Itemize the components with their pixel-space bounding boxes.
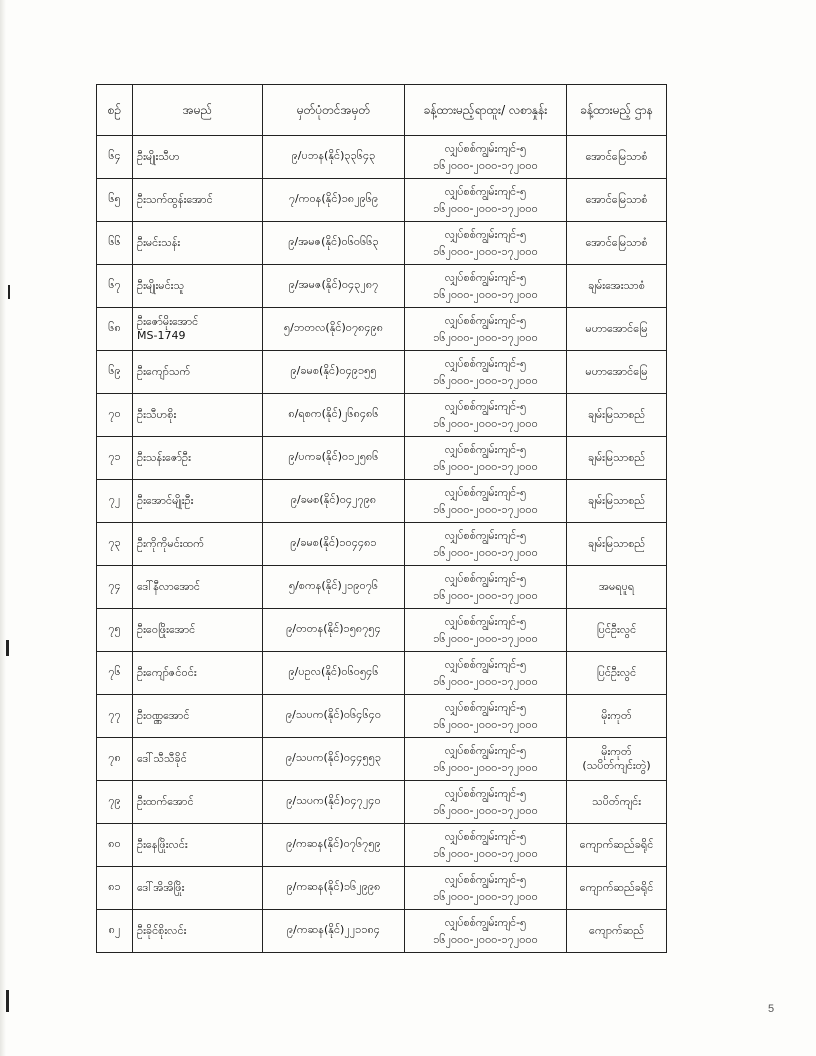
- row-number: ၇၄: [97, 566, 133, 609]
- table-row: [97, 781, 667, 824]
- row-name-code: MS-1749: [137, 329, 186, 342]
- row-department-cell: [567, 652, 667, 695]
- row-position-salary-cell: [405, 222, 567, 265]
- scan-speck: [8, 285, 10, 299]
- row-salary-scale: ၁၆၂၀၀၀-၂၀၀၀-၁၇၂၀၀၀: [433, 202, 538, 215]
- row-salary-scale: ၁၆၂၀၀၀-၂၀၀၀-၁၇၂၀၀၀: [433, 804, 538, 817]
- row-salary-scale: ၁၆၂၀၀၀-၂၀၀၀-၁၇၂၀၀၀: [433, 675, 538, 688]
- row-salary-scale: ၁၆၂၀၀၀-၂၀၀၀-၁၇၂၀၀၀: [433, 718, 538, 731]
- row-position-salary-cell: [405, 394, 567, 437]
- table-row: [97, 308, 667, 351]
- row-department-cell: [567, 695, 667, 738]
- row-department-cell: [567, 910, 667, 953]
- row-name-cell: [133, 437, 263, 480]
- row-department-cell: [567, 136, 667, 179]
- staff-assignment-table: [96, 84, 667, 953]
- table-row: [97, 179, 667, 222]
- row-department: ကျောက်ဆည်ခရိုင်: [579, 880, 654, 894]
- row-name-cell: [133, 867, 263, 910]
- row-name: ဦးသန်းဇော်ဦး: [137, 450, 191, 464]
- row-department-cell: [567, 265, 667, 308]
- row-name: ဦးကျော်ဇင်ဝင်း: [137, 665, 197, 679]
- row-position-salary-cell: [405, 351, 567, 394]
- row-position: လျှပ်စစ်ကျွမ်းကျင်-၅: [444, 786, 527, 800]
- row-name-cell: [133, 308, 263, 351]
- row-position: လျှပ်စစ်ကျွမ်းကျင်-၅: [444, 657, 527, 671]
- table-row: [97, 652, 667, 695]
- row-number: ၇၈: [97, 738, 133, 781]
- row-name-cell: [133, 523, 263, 566]
- row-number: ၆၅: [97, 179, 133, 222]
- row-name-cell: [133, 652, 263, 695]
- row-name: ဒေါ်သီသီခိုင်: [137, 751, 187, 765]
- row-name: ဦးအောင်မျိုးဦး: [137, 493, 194, 507]
- row-department-cell: [567, 179, 667, 222]
- row-name-cell: [133, 609, 263, 652]
- table-row: [97, 222, 667, 265]
- table-row: [97, 910, 667, 953]
- row-number: ၆၈: [97, 308, 133, 351]
- page-number: 5: [768, 1003, 775, 1015]
- row-position: လျှပ်စစ်ကျွမ်းကျင်-၅: [444, 829, 527, 843]
- row-department: ချမ်းမြသာစည်: [587, 493, 646, 507]
- table-header-row: [97, 85, 667, 136]
- header-name: အမည်: [133, 85, 263, 136]
- row-position: လျှပ်စစ်ကျွမ်းကျင်-၅: [444, 227, 527, 241]
- row-department-cell: [567, 867, 667, 910]
- row-position-salary-cell: [405, 265, 567, 308]
- row-department: အောင်မြေသာစံ: [585, 192, 648, 206]
- row-position-salary-cell: [405, 781, 567, 824]
- row-salary-scale: ၁၆၂၀၀၀-၂၀၀၀-၁၇၂၀၀၀: [433, 245, 538, 258]
- row-registration: ၅/စကန(နိုင်)၂၁၉၀၇၆: [263, 566, 405, 609]
- row-department: ချမ်းအေးသာစံ: [588, 278, 645, 292]
- row-salary-scale: ၁၆၂၀၀၀-၂၀၀၀-၁၇၂၀၀၀: [433, 933, 538, 946]
- table-row: [97, 351, 667, 394]
- table-row: [97, 609, 667, 652]
- row-name-cell: [133, 910, 263, 953]
- row-position-salary-cell: [405, 695, 567, 738]
- row-number: ၆၄: [97, 136, 133, 179]
- row-name: ဦးမျိုးမင်းသူ: [137, 278, 185, 292]
- row-position-salary-cell: [405, 308, 567, 351]
- table-row: [97, 566, 667, 609]
- row-department-cell: [567, 308, 667, 351]
- row-position-salary-cell: [405, 738, 567, 781]
- header-position-salary: ခန့်ထားမည့်ရာထူး/ လစာနှုန်း: [405, 85, 567, 136]
- row-number: ၇၆: [97, 652, 133, 695]
- row-position: လျှပ်စစ်ကျွမ်းကျင်-၅: [444, 872, 527, 886]
- row-registration: ၉/ကဆန(နိုင်)၂၂၁၁၈၄: [263, 910, 405, 953]
- row-salary-scale: ၁၆၂၀၀၀-၂၀၀၀-၁၇၂၀၀၀: [433, 374, 538, 387]
- row-name: ဒေါ်နီလာအောင်: [137, 579, 201, 593]
- row-position-salary-cell: [405, 652, 567, 695]
- row-position-salary-cell: [405, 609, 567, 652]
- row-number: ၈၁: [97, 867, 133, 910]
- table-row: [97, 695, 667, 738]
- row-salary-scale: ၁၆၂၀၀၀-၂၀၀၀-၁၇၂၀၀၀: [433, 589, 538, 602]
- row-position-salary-cell: [405, 910, 567, 953]
- row-registration: ၉/ပဥလ(နိုင်)၀၆၀၅၄၆: [263, 652, 405, 695]
- table-row: [97, 480, 667, 523]
- row-position: လျှပ်စစ်ကျွမ်းကျင်-၅: [444, 356, 527, 370]
- row-department: အောင်မြေသာစံ: [585, 235, 648, 249]
- row-registration: ၉/ကဆန(နိုင်)၁၆၂၉၉၈: [263, 867, 405, 910]
- row-salary-scale: ၁၆၂၀၀၀-၂၀၀၀-၁၇၂၀၀၀: [433, 460, 538, 473]
- row-salary-scale: ၁၆၂၀၀၀-၂၀၀၀-၁၇၂၀၀၀: [433, 417, 538, 430]
- row-name-cell: [133, 394, 263, 437]
- row-department: အောင်မြေသာစံ: [585, 149, 648, 163]
- row-name: ဦးထက်အောင်: [137, 794, 194, 808]
- row-position: လျှပ်စစ်ကျွမ်းကျင်-၅: [444, 614, 527, 628]
- table-row: [97, 738, 667, 781]
- row-position: လျှပ်စစ်ကျွမ်းကျင်-၅: [444, 442, 527, 456]
- row-name: ဒေါ်အိအိဖြိုး: [137, 880, 185, 894]
- row-position: လျှပ်စစ်ကျွမ်းကျင်-၅: [444, 700, 527, 714]
- row-department-cell: [567, 394, 667, 437]
- row-department-cell: [567, 480, 667, 523]
- row-name-cell: [133, 222, 263, 265]
- row-registration: ၉/သပက(နိုင်)၀၄၄၅၅၃: [263, 738, 405, 781]
- row-position-salary-cell: [405, 437, 567, 480]
- row-salary-scale: ၁၆၂၀၀၀-၂၀၀၀-၁၇၂၀၀၀: [433, 159, 538, 172]
- row-department: ပြင်ဦးလွင်: [596, 665, 637, 679]
- row-salary-scale: ၁၆၂၀၀၀-၂၀၀၀-၁၇၂၀၀၀: [433, 847, 538, 860]
- row-name: ဦးသီဟစိုး: [137, 407, 177, 421]
- row-salary-scale: ၁၆၂၀၀၀-၂၀၀၀-၁၇၂၀၀၀: [433, 546, 538, 559]
- row-number: ၆၉: [97, 351, 133, 394]
- row-registration: ၉/ခမစ(နိုင်)၀၄၉၁၅၅: [263, 351, 405, 394]
- row-department: မဟာအောင်မြေ: [585, 321, 648, 335]
- row-department-cell: [567, 781, 667, 824]
- row-position: လျှပ်စစ်ကျွမ်းကျင်-၅: [444, 743, 527, 757]
- row-name-cell: [133, 265, 263, 308]
- row-position-salary-cell: [405, 523, 567, 566]
- row-salary-scale: ၁၆၂၀၀၀-၂၀၀၀-၁၇၂၀၀၀: [433, 761, 538, 774]
- row-name-cell: [133, 179, 263, 222]
- table-row: [97, 394, 667, 437]
- row-position: လျှပ်စစ်ကျွမ်းကျင်-၅: [444, 270, 527, 284]
- row-registration: ၉/ပဘန(နိုင်)၃၃၆၄၃: [263, 136, 405, 179]
- row-name: ဦးနေဖြိုးလင်း: [137, 837, 188, 851]
- row-position-salary-cell: [405, 566, 567, 609]
- row-salary-scale: ၁၆၂၀၀၀-၂၀၀၀-၁၇၂၀၀၀: [433, 632, 538, 645]
- row-department: မဟာအောင်မြေ: [585, 364, 648, 378]
- table-row: [97, 437, 667, 480]
- row-name: ဦးသက်ထွန်းအောင်: [137, 192, 213, 206]
- row-registration: ၉/ပကခ(နိုင်)၀၁၂၅၈၆: [263, 437, 405, 480]
- row-number: ၇၉: [97, 781, 133, 824]
- row-salary-scale: ၁၆၂၀၀၀-၂၀၀၀-၁၇၂၀၀၀: [433, 890, 538, 903]
- row-number: ၇၁: [97, 437, 133, 480]
- row-registration: ၉/ခမစ(နိုင်)၀၄၂၇၉၈: [263, 480, 405, 523]
- row-registration: ၇/ကဝန(နိုင်)၁၈၂၉၆၉: [263, 179, 405, 222]
- row-position-salary-cell: [405, 867, 567, 910]
- row-name: ဦးကိုကိုမင်းထက်: [137, 536, 204, 550]
- row-position: လျှပ်စစ်ကျွမ်းကျင်-၅: [444, 399, 527, 413]
- row-position: လျှပ်စစ်ကျွမ်းကျင်-၅: [444, 184, 527, 198]
- row-number: ၈၀: [97, 824, 133, 867]
- scan-edge-shadow: [0, 0, 6, 1056]
- row-position-salary-cell: [405, 136, 567, 179]
- row-department-cell: [567, 609, 667, 652]
- table-row: [97, 136, 667, 179]
- row-number: ၈၂: [97, 910, 133, 953]
- header-registration: မှတ်ပုံတင်အမှတ်: [263, 85, 405, 136]
- row-name-cell: [133, 695, 263, 738]
- row-name-cell: [133, 738, 263, 781]
- row-number: ၆၇: [97, 265, 133, 308]
- table-row: [97, 523, 667, 566]
- row-name-cell: [133, 781, 263, 824]
- row-registration: ၉/ကဆန(နိုင်)၀၇၆၇၅၉: [263, 824, 405, 867]
- row-position: လျှပ်စစ်ကျွမ်းကျင်-၅: [444, 915, 527, 929]
- row-department-cell: [567, 824, 667, 867]
- row-name: ဦးခိုင်စိုးလင်း: [137, 923, 187, 937]
- row-registration: ၉/ခမစ(နိုင်)၁၀၄၄၈၁: [263, 523, 405, 566]
- row-position: လျှပ်စစ်ကျွမ်းကျင်-၅: [444, 528, 527, 542]
- row-department: ချမ်းမြသာစည်: [587, 407, 646, 421]
- row-number: ၇၂: [97, 480, 133, 523]
- row-position-salary-cell: [405, 179, 567, 222]
- row-position-salary-cell: [405, 824, 567, 867]
- row-department: သပိတ်ကျင်း: [591, 794, 642, 808]
- row-salary-scale: ၁၆၂၀၀၀-၂၀၀၀-၁၇၂၀၀၀: [433, 288, 538, 301]
- row-position: လျှပ်စစ်ကျွမ်းကျင်-၅: [444, 141, 527, 155]
- row-registration: ၅/ဘတလ(နိုင်)၀၇၈၄၉၈: [263, 308, 405, 351]
- header-department: ခန့်ထားမည့် ဌာန: [567, 85, 667, 136]
- row-department-cell: [567, 566, 667, 609]
- row-department: ချမ်းမြသာစည်: [587, 536, 646, 550]
- row-number: ၆၆: [97, 222, 133, 265]
- scan-speck: [6, 990, 9, 1012]
- row-number: ၇၀: [97, 394, 133, 437]
- row-salary-scale: ၁၆၂၀၀၀-၂၀၀၀-၁၇၂၀၀၀: [433, 503, 538, 516]
- table-row: [97, 265, 667, 308]
- row-number: ၇၃: [97, 523, 133, 566]
- row-department-cell: [567, 437, 667, 480]
- table-row: [97, 824, 667, 867]
- header-no: စဉ်: [97, 85, 133, 136]
- row-salary-scale: ၁၆၂၀၀၀-၂၀၀၀-၁၇၂၀၀၀: [433, 331, 538, 344]
- row-name-cell: [133, 824, 263, 867]
- row-name-cell: [133, 136, 263, 179]
- row-registration: ၉/သပက(နိုင်)၀၄၇၂၄၀: [263, 781, 405, 824]
- row-registration: ၉/တတန(နိုင်)၁၅၈၇၅၄: [263, 609, 405, 652]
- row-name-cell: [133, 566, 263, 609]
- row-department-cell: [567, 222, 667, 265]
- row-registration: ၈/ရစက(နိုင်)၂၆၈၄၈၆: [263, 394, 405, 437]
- row-position: လျှပ်စစ်ကျွမ်းကျင်-၅: [444, 485, 527, 499]
- row-number: ၇၇: [97, 695, 133, 738]
- row-department: ပြင်ဦးလွင်: [596, 622, 637, 636]
- table-body: [97, 136, 667, 953]
- row-department-note: (သပိတ်ကျင်းတွဲ): [582, 759, 651, 772]
- row-registration: ၉/သပက(နိုင်)၀၆၄၆၄၀: [263, 695, 405, 738]
- row-position: လျှပ်စစ်ကျွမ်းကျင်-၅: [444, 571, 527, 585]
- scan-speck: [6, 640, 9, 656]
- row-department-cell: [567, 738, 667, 781]
- row-name: ဦးမျိုးသီဟ: [137, 149, 180, 163]
- row-name: ဦးဝဏ္ဏအောင်: [137, 708, 190, 722]
- row-department: ကျောက်ဆည်ခရိုင်: [579, 837, 654, 851]
- row-department: ချမ်းမြသာစည်: [587, 450, 646, 464]
- row-name-cell: [133, 480, 263, 523]
- row-department: မိုးကုတ်: [601, 744, 632, 758]
- row-department-cell: [567, 523, 667, 566]
- row-name: ဦးဝေဖြိုးအောင်: [137, 622, 196, 636]
- row-department: ကျောက်ဆည်: [588, 923, 645, 937]
- row-name: ဦးကျော်သက်: [137, 364, 191, 378]
- table-row: [97, 867, 667, 910]
- row-department-cell: [567, 351, 667, 394]
- row-registration: ၉/အမဇ(နိုင်)၀၄၃၂၈၇: [263, 265, 405, 308]
- row-registration: ၉/အမဇ(နိုင်)၀၆၀၆၆၃: [263, 222, 405, 265]
- row-position: လျှပ်စစ်ကျွမ်းကျင်-၅: [444, 313, 527, 327]
- row-position-salary-cell: [405, 480, 567, 523]
- row-department: အမရပူရ: [598, 579, 635, 593]
- row-name-cell: [133, 351, 263, 394]
- row-number: ၇၅: [97, 609, 133, 652]
- row-department: မိုးကုတ်: [601, 708, 632, 722]
- row-name: ဦးမင်းသန်း: [137, 235, 181, 249]
- row-name: ဦးဇော်မိုးအောင်: [137, 314, 199, 328]
